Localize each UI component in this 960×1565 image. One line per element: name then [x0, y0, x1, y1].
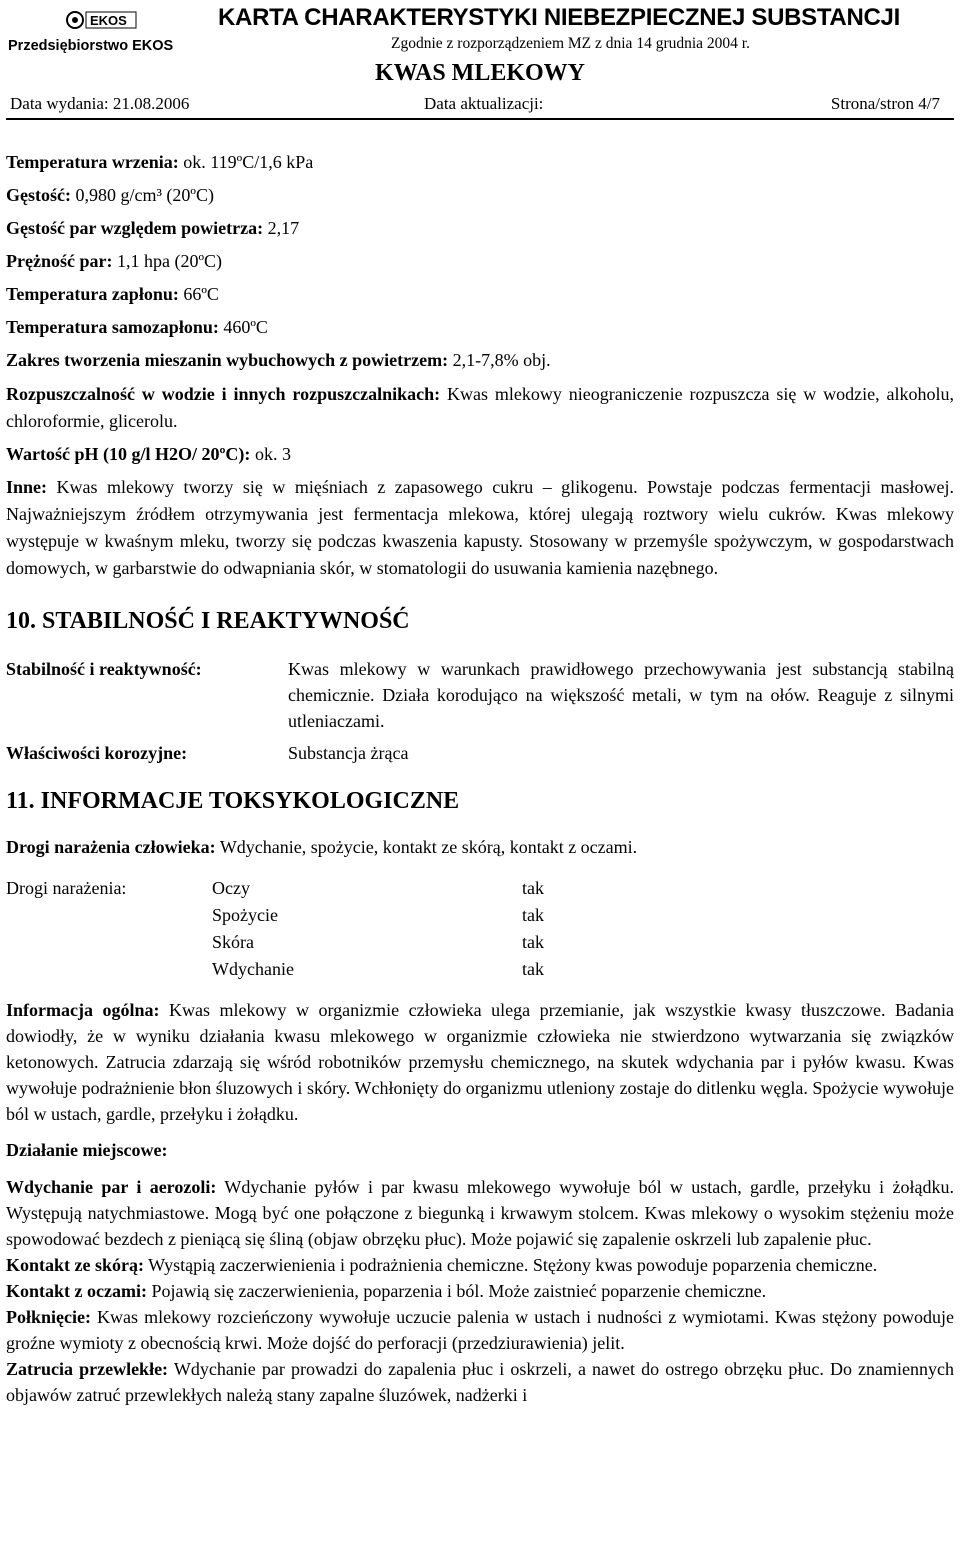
- physical-properties: [6, 146, 954, 377]
- logo-mark-text: EKOS: [90, 13, 127, 28]
- stability-value: Kwas mlekowy w warunkach prawidłowego przechowywania jest substancją stabilną chemicznie. Działa korodująco na większość metali, w tym na ołów. Reaguje z silnymi utleniaczami.: [288, 659, 954, 731]
- stability-label: Stabilność i reaktywność:: [6, 659, 202, 679]
- skin-contact: Kontakt ze skórą: Wystąpią zaczerwienienia i podrażnienia chemiczne. Stężony kwas powoduje poparzenia chemiczne.: [6, 1255, 878, 1275]
- route-value: tak: [522, 932, 544, 952]
- document-header: [6, 0, 954, 120]
- table-row: [6, 656, 954, 740]
- table-row: [6, 929, 544, 956]
- issue-date: Data wydania: 21.08.2006: [10, 94, 190, 113]
- route-name: Oczy: [212, 878, 250, 898]
- update-date: Data aktualizacji:: [424, 94, 544, 113]
- company-name: Przedsiębiorstwo EKOS: [8, 38, 174, 54]
- route-value: tak: [522, 959, 544, 979]
- property-flash-point: Temperatura zapłonu: 66ºC: [6, 284, 219, 304]
- chronic-poisoning: Zatrucia przewlekłe: Wdychanie par prowadzi do zapalenia płuc i oskrzeli, a nawet do ostrego obrzęku płuc. Do znamiennych objawów zatruć przewlekłych należą stany zapalne śluzówek, nadżerki i: [6, 1359, 955, 1405]
- table-row: [6, 740, 954, 766]
- substance-name: KWAS MLEKOWY: [374, 60, 586, 86]
- route-value: tak: [522, 905, 544, 925]
- document-title: KARTA CHARAKTERYSTYKI NIEBEZPIECZNEJ SUBSTANCJI: [218, 4, 900, 31]
- table-row: [6, 902, 544, 929]
- table-row: [6, 875, 544, 902]
- route-name: Spożycie: [212, 905, 278, 925]
- corrosive-value: Substancja żrąca: [288, 743, 409, 763]
- section-10-title: 10. STABILNOŚĆ I REAKTYWNOŚĆ: [6, 608, 410, 634]
- other-info: Inne: Kwas mlekowy tworzy się w mięśniach z zapasowego cukru – glikogenu. Powstaje podczas fermentacji masłowej. Najważniejszym źródłem otrzymywania jest fermentacja mlekowa, której ulegają roztwory wielu cukrów. Kwas mlekowy występuje w kwaśnym mleku, tworzy się podczas kwaszenia kapusty. Stosowany w przemyśle spożywczym, w gospodarstwach domowych, w garbarstwie do odwapniania skór, w stomatologii do usuwania kamienia nazębnego.: [6, 477, 954, 578]
- document-body: [6, 140, 954, 1408]
- property-vapor-density: Gęstość par względem powietrza: 2,17: [6, 218, 300, 238]
- local-effects-title: Działanie miejscowe:: [6, 1140, 168, 1160]
- solubility: Rozpuszczalność w wodzie i innych rozpuszczalnikach: Kwas mlekowy nieograniczenie rozpuszcza się w wodzie, alkoholu, chloroformie, glicerolu.: [6, 384, 954, 431]
- corrosive-label: Właściwości korozyjne:: [6, 743, 188, 763]
- route-value: tak: [522, 878, 544, 898]
- swallowing: Połknięcie: Kwas mlekowy rozcieńczony wywołuje uczucie palenia w ustach i nudności z wymiotami. Kwas stężony powoduje groźne wymioty z obecnością krwi. Może dojść do perforacji (przedziurawienia) jelit.: [6, 1307, 954, 1353]
- eye-contact: Kontakt z oczami: Pojawią się zaczerwienienia, poparzenia i ból. Może zaistnieć poparzenie chemiczne.: [6, 1281, 767, 1301]
- document-subtitle: Zgodnie z rozporządzeniem MZ z dnia 14 grudnia 2004 r.: [391, 35, 750, 52]
- inhalation-effects: Wdychanie par i aerozoli: Wdychanie pyłów i par kwasu mlekowego wywołuje ból w ustach, gardle, przełyku i żołądku. Występują natychmiastowe. Mogą być one połączone z biegunką i krwawym stolcem. Kwas mlekowy o wysokim stężeniu może spowodować bezdech z pieniącą się śliną (objaw obrzęku płuc). Może pojawić się zapalenie oskrzeli lub zapalenie płuc.: [6, 1177, 954, 1249]
- routes-label: Drogi narażenia:: [6, 878, 127, 898]
- routes-table: [6, 875, 544, 983]
- property-boiling: Temperatura wrzenia: ok. 119ºC/1,6 kPa: [6, 152, 314, 172]
- table-row: [6, 956, 544, 983]
- general-info: Informacja ogólna: Kwas mlekowy w organizmie człowieka ulega przemianie, jak wszystkie kwasy tłuszczowe. Badania dowiodły, że w wyniku działania kwasu mlekowego w organizmie człowieka nie stwierdzono wytwarzania się związków ketonowych. Zatrucia zdarzają się wśród robotników przemysłu chemicznego, na skutek wdychania par i pyłów kwasu. Kwas wywołuje podrażnienie błon śluzowych i skóry. Wchłonięty do organizmu utleniony zostaje do ditlenku węgla. Spożycie wywołuje ból w ustach, gardle, przełyku i żołądku.: [6, 1000, 954, 1124]
- ph-value: Wartość pH (10 g/l H2O/ 20ºC): ok. 3: [6, 444, 291, 464]
- page-number: Strona/stron 4/7: [830, 94, 940, 113]
- property-vapor-pressure: Prężność par: 1,1 hpa (20ºC): [6, 251, 223, 271]
- route-name: Skóra: [212, 932, 254, 952]
- property-density: Gęstość: 0,980 g/cm³ (20ºC): [6, 185, 214, 205]
- route-name: Wdychanie: [212, 959, 294, 979]
- section-11-title: 11. INFORMACJE TOKSYKOLOGICZNE: [6, 788, 460, 814]
- property-autoignition: Temperatura samozapłonu: 460ºC: [6, 317, 268, 337]
- ekos-logo-icon: [66, 8, 138, 32]
- property-explosive-limits: Zakres tworzenia mieszanin wybuchowych z powietrzem: 2,1-7,8% obj.: [6, 350, 551, 370]
- company-logo: [6, 2, 196, 64]
- stability-table: [6, 656, 954, 766]
- exposure-routes: Drogi narażenia człowieka: Wdychanie, spożycie, kontakt ze skórą, kontakt z oczami.: [6, 837, 638, 857]
